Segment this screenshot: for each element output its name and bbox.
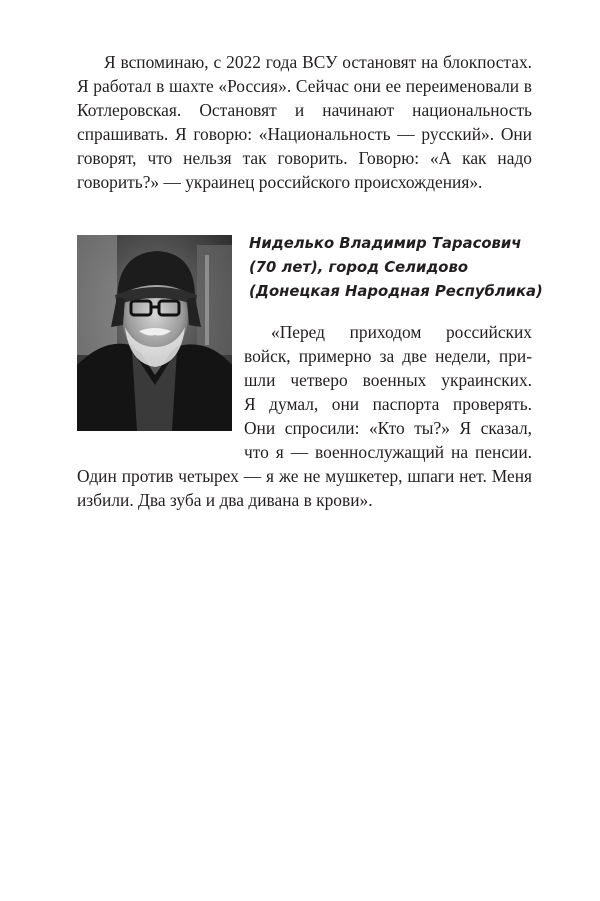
- paragraph-2-line-2: войск, примерно за две недели, при-: [244, 346, 532, 366]
- paragraph-2-line-5: Они спросили: «Кто ты?» Я сказал,: [244, 418, 532, 438]
- paragraph-1: [77, 50, 532, 194]
- paragraph-2-line-7: Один против четырех — я же не мушкетер, шпаги нет. Меня: [77, 466, 532, 486]
- paragraph-2-line-4: Я думал, они паспорта проверять.: [244, 394, 532, 414]
- paragraph-1-text: Я вспоминаю, с 2022 года ВСУ остановят на блокпостах. Я работал в шахте «Россия». Сейчас они ее переименовали в Котлеровская. Остановят и начинают национальность спрашивать. Я говорю: «Национальность — русский». Они говорят, что нельзя так говорить. Говорю: «А как надо говорить?» — украинец российского происхождения».: [77, 52, 532, 192]
- paragraph-2-line-6: что я — военнослужащий на пенсии.: [244, 442, 532, 462]
- paragraph-2-line-8: избили. Два зуба и два дивана в крови».: [77, 490, 373, 510]
- paragraph-2-line-1: «Перед приходом российских: [271, 322, 532, 342]
- portrait-photo: [77, 235, 232, 431]
- heading-line-1: Ниделько Владимир Тарасович: [249, 235, 522, 252]
- paragraph-2-line-3: шли четверо военных украинских.: [244, 370, 532, 390]
- heading-line-3: (Донецкая Народная Республика): [249, 283, 543, 300]
- person-heading: [249, 232, 543, 304]
- portrait-photo-icon: [77, 235, 232, 431]
- heading-line-2: (70 лет), город Селидово: [249, 259, 468, 276]
